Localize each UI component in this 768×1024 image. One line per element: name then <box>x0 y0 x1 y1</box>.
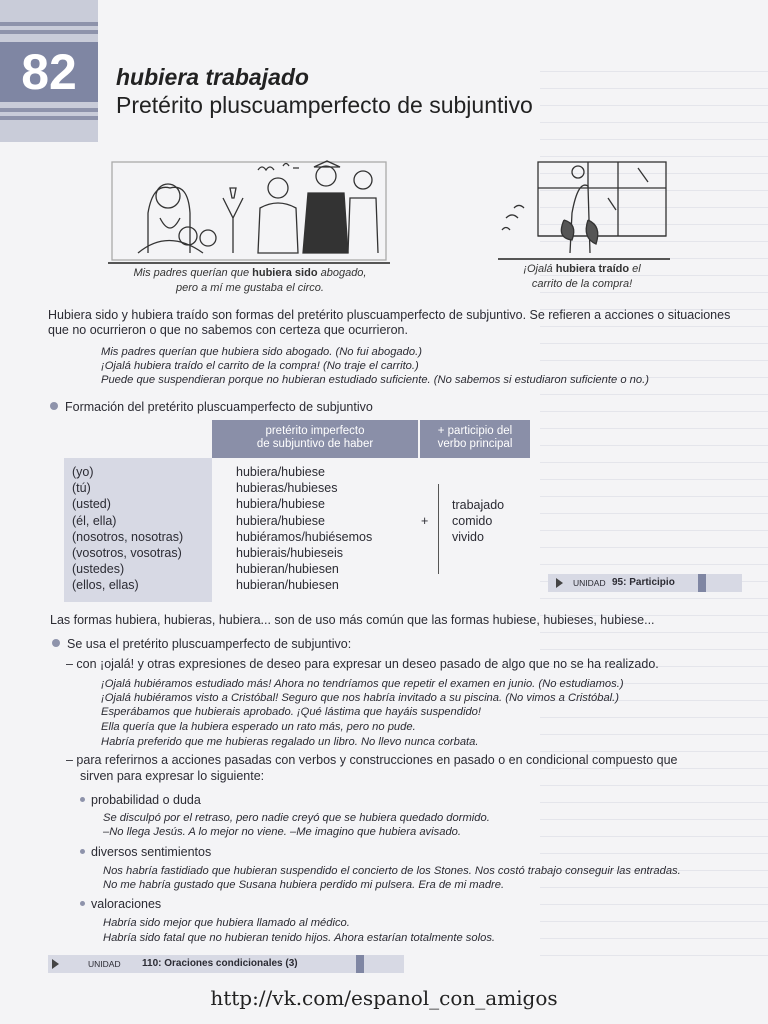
sub-valoraciones: valoraciones <box>80 897 161 912</box>
usage-past: – para referirnos a acciones pasadas con verbos y construcciones en pasado o en condicional compuesto que <box>66 753 678 767</box>
bullet-icon <box>50 402 58 410</box>
bullet-icon <box>80 797 85 802</box>
example-line: Habría preferido que me hubieras regalado un libro. No llevo nunca corbata. <box>101 736 479 748</box>
example-line: No me habría gustado que Susana hubiera perdido mi pulsera. Era de mi madre. <box>103 879 505 891</box>
example-line: Habría sido mejor que hubiera llamado al médico. <box>103 917 350 929</box>
illustration-parents-lawyer <box>108 158 390 264</box>
caption-left: Mis padres querían que hubiera sido abogado, pero a mí me gustaba el circo. <box>133 267 367 294</box>
caption-right: ¡Ojalá hubiera traído el carrito de la compra! <box>523 263 641 290</box>
pronoun-column: (yo) (tú) (usted) (él, ella) (nosotros, nosotras) (vosotros, vosotras) (ustedes) (ellos, ellas) <box>64 458 212 602</box>
participles: trabajado comido vivido <box>452 498 505 545</box>
example-line: ¡Ojalá hubiéramos estudiado más! Ahora no tendríamos que repetir el examen en junio. (No estudiamos.) <box>101 678 624 690</box>
arrow-right-icon <box>52 959 59 969</box>
ref-marker <box>356 955 364 973</box>
example-line: Habría sido fatal que no hubieran tenido hijos. Ahora estarían totalmente solos. <box>103 932 496 944</box>
example-line: Esperábamos que hubierais aprobado. ¡Qué lástima que hayáis suspendido! <box>101 706 481 718</box>
example-line: Mis padres querían que hubiera sido abogado. (No fui abogado.) <box>101 346 422 358</box>
unit-title-form: hubiera trabajado <box>116 64 309 90</box>
example-line: –No llega Jesús. A lo mejor no viene. –Me imagino que hubiera avisado. <box>103 826 461 838</box>
unit-title: Pretérito pluscuamperfecto de subjuntivo <box>116 92 533 118</box>
usage-ojala: – con ¡ojalá! y otras expresiones de deseo para expresar un deseo pasado de algo que no se ha realizado. <box>66 657 659 671</box>
example-line: Ella quería que la hubiera esperado un rato más, pero no pude. <box>101 721 416 733</box>
example-line: Se disculpó por el retraso, pero nadie creyó que se hubiera quedado dormido. <box>103 812 490 824</box>
unit-stripe <box>0 116 98 120</box>
plus-sign: + <box>421 514 429 528</box>
example-line: Puede que suspendieran porque no hubieran estudiado suficiente. (No sabemos si estudiaron suficiente o no.) <box>101 374 649 386</box>
example-line: Nos habría fastidiado que hubieran suspendido el concierto de los Stones. Nos costó trabajo conseguir las entradas. <box>103 865 681 877</box>
unit-stripe <box>0 30 98 34</box>
intro-text: Hubiera sido y hubiera traído son formas del pretérito pluscuamperfecto de subjuntivo. Se refieren a acciones o situaciones que no ocurrieron o que no sabemos con certeza que ocurrieron. <box>48 308 731 337</box>
forms-note: Las formas hubiera, hubieras, hubiera... son de uso más común que las formas hubiese, hubieses, hubiese... <box>50 613 655 627</box>
bullet-icon <box>80 901 85 906</box>
unit-number: 82 <box>0 42 98 102</box>
table-header-haber: pretérito imperfecto de subjuntivo de haber <box>212 420 418 458</box>
table-divider <box>438 484 439 574</box>
bullet-icon <box>52 639 60 647</box>
haber-forms: hubiera/hubiese hubieras/hubieses hubiera/hubiese hubiera/hubiese hubiéramos/hubiésemos hubierais/hubieseis hubieran/hubiesen hubieran/hubiesen <box>236 465 373 593</box>
unit-reference-condicionales[interactable]: UNIDAD 110: Oraciones condicionales (3) <box>48 955 404 973</box>
unit-stripe <box>0 22 98 26</box>
bullet-icon <box>80 849 85 854</box>
table-header-participio: + participio del verbo principal <box>420 420 530 458</box>
usage-heading: Se usa el pretérito pluscuamperfecto de subjuntivo: <box>52 637 351 652</box>
arrow-right-icon <box>556 578 563 588</box>
unit-reference-participio[interactable]: UNIDAD 95: Participio <box>548 574 742 592</box>
example-line: ¡Ojalá hubiera traído el carrito de la compra! (No traje el carrito.) <box>101 360 419 372</box>
example-line: ¡Ojalá hubiéramos visto a Cristóbal! Seguro que nos habría invitado a su piscina. (No vimos a Cristóbal.) <box>101 692 619 704</box>
sub-probabilidad: probabilidad o duda <box>80 793 201 808</box>
sub-sentimientos: diversos sentimientos <box>80 845 211 860</box>
footer-url: http://vk.com/espanol_con_amigos <box>210 986 558 1010</box>
ref-marker <box>698 574 706 592</box>
unit-stripe <box>0 108 98 112</box>
usage-past-cont: sirven para expresar lo siguiente: <box>80 769 265 783</box>
formation-heading: Formación del pretérito pluscuamperfecto de subjuntivo <box>50 400 373 415</box>
illustration-shopping-cart <box>498 158 670 260</box>
